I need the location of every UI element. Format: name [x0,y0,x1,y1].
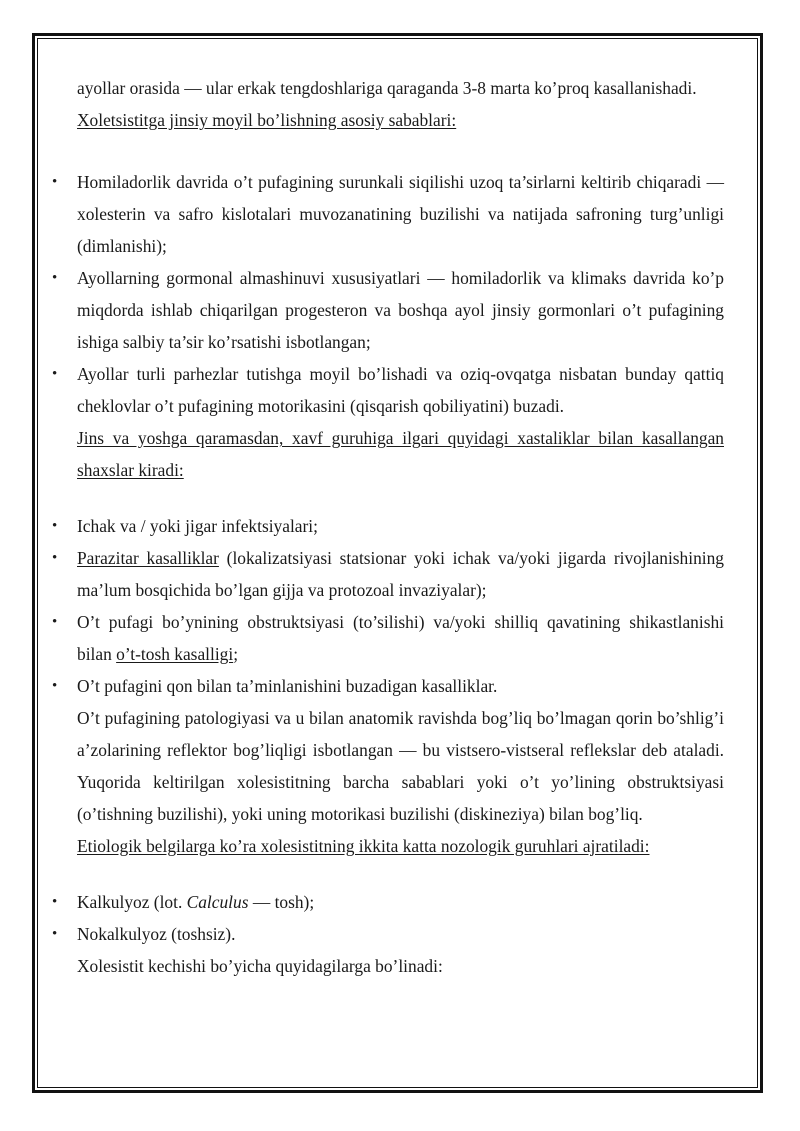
risk-group-heading-text: Jins va yoshga qaramasdan, xavf guruhiga ilgari quyidagi xastaliklar bilan kasallangan shaxslar kiradi: [77,428,724,480]
list-item [77,886,724,918]
risk-list [77,510,724,702]
list-item-text: (lokalizatsiyasi statsionar yoki ichak va/yoki jigarda rivojlanishining ma’lum bosqichida bo’lgan gijja va protozoal invaziyalar); [77,548,724,600]
gallstone-disease-link[interactable]: o’t-tosh kasalligi [116,644,234,664]
reasons-heading-text: Xoletsistitga jinsiy moyil bo’lishning asosiy sabablari: [77,110,457,130]
list-item-text: — tosh); [248,892,315,912]
list-item: • Ichak va / yoki jigar infektsiyalari; [77,510,724,542]
list-item [77,606,724,670]
etiology-list [77,886,724,950]
reasons-heading [77,104,724,136]
list-item: • Nokalkulyoz (toshsiz). [77,918,724,950]
pathology-paragraph: O’t pufagining patologiyasi va u bilan anatomik ravishda bog’liq bo’lmagan qorin bo’shlig’i a’zolarining reflektor bog’liqligi isbotlangan — bu vistsero-vistseral reflekslar deb ataladi. Yuqorida keltirilgan xolesistitning barcha sabablari yoki o’t yo’lining obstruktsiyasi (o’tishning buzilishi), yoki uning motorikasi buzilishi (diskineziya) bilan bog’liq. [77,708,724,824]
latin-term: Calculus [186,892,249,912]
list-item-text: Kalkulyoz (lot. [77,892,187,912]
list-item [77,542,724,606]
document-body [77,72,724,982]
intro-paragraph: ayollar orasida — ular erkak tengdoshlariga qaraganda 3-8 marta ko’proq kasallanishadi. [77,78,697,98]
list-item-text: ; [233,644,239,664]
risk-group-heading [77,422,724,486]
closing-paragraph: Xolesistit kechishi bo’yicha quyidagilarga bo’linadi: [77,956,443,976]
list-item: • O’t pufagini qon bilan ta’minlanishini buzadigan kasalliklar. [77,670,724,702]
list-item: • Homiladorlik davrida o’t pufagining surunkali siqilishi uzoq ta’sirlarni keltirib chiqaradi — xolesterin va safro kislotalari muvozanatining buzilishi va natijada safroning turg’unligi (dimlanishi); [77,166,724,262]
list-item: • Ayollar turli parhezlar tutishga moyil bo’lishadi va oziq-ovqatga nisbatan bunday qattiq cheklovlar o’t pufagining motorikasini (qisqarish qobiliyatini) buzadi. [77,358,724,422]
etiology-heading-text: Etiologik belgilarga ko’ra xolesistitning ikkita katta nozologik guruhlari ajratiladi: [77,836,650,856]
reasons-list [77,166,724,422]
list-item-text: O’t pufagi bo’ynining obstruktsiyasi (to’silishi) va/yoki shilliq qavatining shikastlanishi bilan [77,612,724,664]
parasitic-diseases-link[interactable]: Parazitar kasalliklar [77,548,219,568]
etiology-heading [77,830,724,862]
list-item: • Ayollarning gormonal almashinuvi xususiyatlari — homiladorlik va klimaks davrida ko’p miqdorda ishlab chiqarilgan progesteron va boshqa ayol jinsiy gormonlari o’t pufagining ishiga salbiy ta’sir ko’rsatishi isbotlangan; [77,262,724,358]
